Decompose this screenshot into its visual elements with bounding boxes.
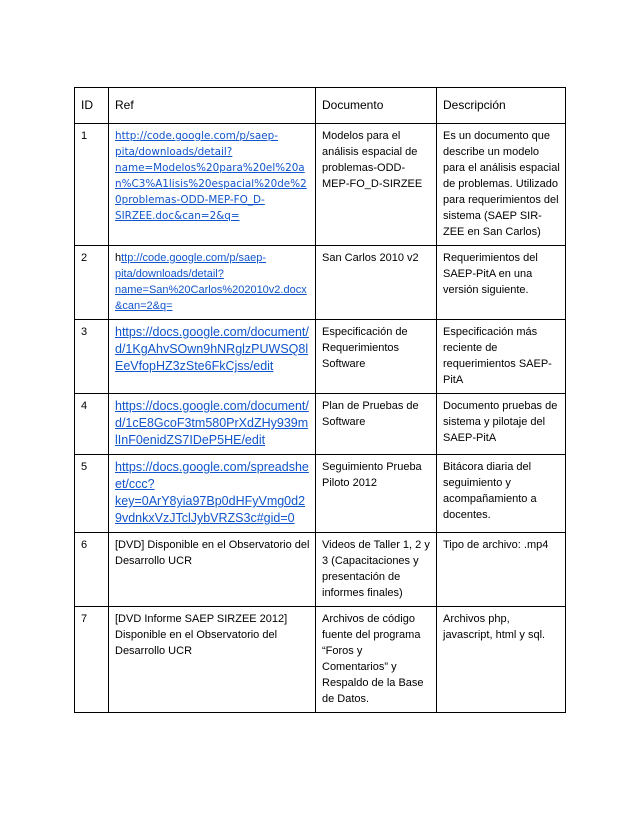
ref-prefix: h (115, 252, 122, 264)
header-ref: Ref (109, 88, 316, 124)
table-row (75, 394, 566, 455)
row-descripcion: Especificación más reciente de requerimientos SAEP-PitA (437, 320, 566, 394)
row-ref: [DVD] Disponible en el Observatorio del Desarrollo UCR (109, 533, 316, 607)
ref-link[interactable]: https://docs.google.com/document/d/1cE8GcoF3tm580PrXdZHy939mlInF0enidZS7IDeP5HE/edit (115, 399, 309, 447)
ref-link[interactable]: https://docs.google.com/document/d/1KgAhvSOwn9hNRglzPUWSQ8lEeVfopHZ3zSte6FkCjss/edit (115, 325, 309, 373)
references-table (74, 87, 566, 713)
row-descripcion: Requerimientos del SAEP-PitA en una versión siguiente. (437, 246, 566, 320)
table-row (75, 533, 566, 607)
row-documento: Plan de Pruebas de Software (316, 394, 437, 455)
row-documento: Seguimiento Prueba Piloto 2012 (316, 455, 437, 533)
row-descripcion: Es un documento que describe un modelo para el análisis espacial de problemas. Utilizado para requerimientos del sistema (SAEP SIR-ZEE en San Carlos) (437, 124, 566, 246)
row-descripcion: Archivos php, javascript, html y sql. (437, 607, 566, 713)
row-documento: Especificación de Requerimientos Software (316, 320, 437, 394)
row-id: 7 (75, 607, 109, 713)
table-row (75, 455, 566, 533)
table-row (75, 124, 566, 246)
row-descripcion: Documento pruebas de sistema y pilotaje del SAEP-PitA (437, 394, 566, 455)
header-descripcion: Descripción (437, 88, 566, 124)
ref-link[interactable]: http://code.google.com/p/saep-pita/downloads/detail?name=Modelos%20para%20el%20an%C3%A1lisis%20espacial%20de%20problemas-ODD-MEP-FO_D-SIRZEE.doc&can=2&q= (115, 130, 307, 222)
row-descripcion: Bitácora diaria del seguimiento y acompañamiento a docentes. (437, 455, 566, 533)
row-id: 1 (75, 124, 109, 246)
row-ref (109, 394, 316, 455)
row-id: 5 (75, 455, 109, 533)
header-id: ID (75, 88, 109, 124)
row-id: 3 (75, 320, 109, 394)
row-ref (109, 455, 316, 533)
row-id: 2 (75, 246, 109, 320)
row-id: 4 (75, 394, 109, 455)
row-documento: Archivos de código fuente del programa “Foros y Comentarios” y Respaldo de la Base de Datos. (316, 607, 437, 713)
table-header-row (75, 88, 566, 124)
row-descripcion: Tipo de archivo: .mp4 (437, 533, 566, 607)
row-documento: Modelos para el análisis espacial de problemas-ODD-MEP-FO_D-SIRZEE (316, 124, 437, 246)
row-id: 6 (75, 533, 109, 607)
row-documento: Videos de Taller 1, 2 y 3 (Capacitaciones y presentación de informes finales) (316, 533, 437, 607)
ref-link[interactable]: ttp://code.google.com/p/saep-pita/downloads/detail?name=San%20Carlos%202010v2.docx&can=2&q= (115, 252, 307, 312)
table-row (75, 607, 566, 713)
row-ref (109, 246, 316, 320)
header-documento: Documento (316, 88, 437, 124)
row-ref (109, 320, 316, 394)
table-row (75, 246, 566, 320)
row-ref (109, 124, 316, 246)
row-ref: [DVD Informe SAEP SIRZEE 2012] Disponible en el Observatorio del Desarrollo UCR (109, 607, 316, 713)
row-documento: San Carlos 2010 v2 (316, 246, 437, 320)
table-row (75, 320, 566, 394)
ref-link[interactable]: https://docs.google.com/spreadsheet/ccc?key=0ArY8yia97Bp0dHFyVmg0d29vdnkxVzJTclJybVRZS3c#gid=0 (115, 460, 309, 525)
